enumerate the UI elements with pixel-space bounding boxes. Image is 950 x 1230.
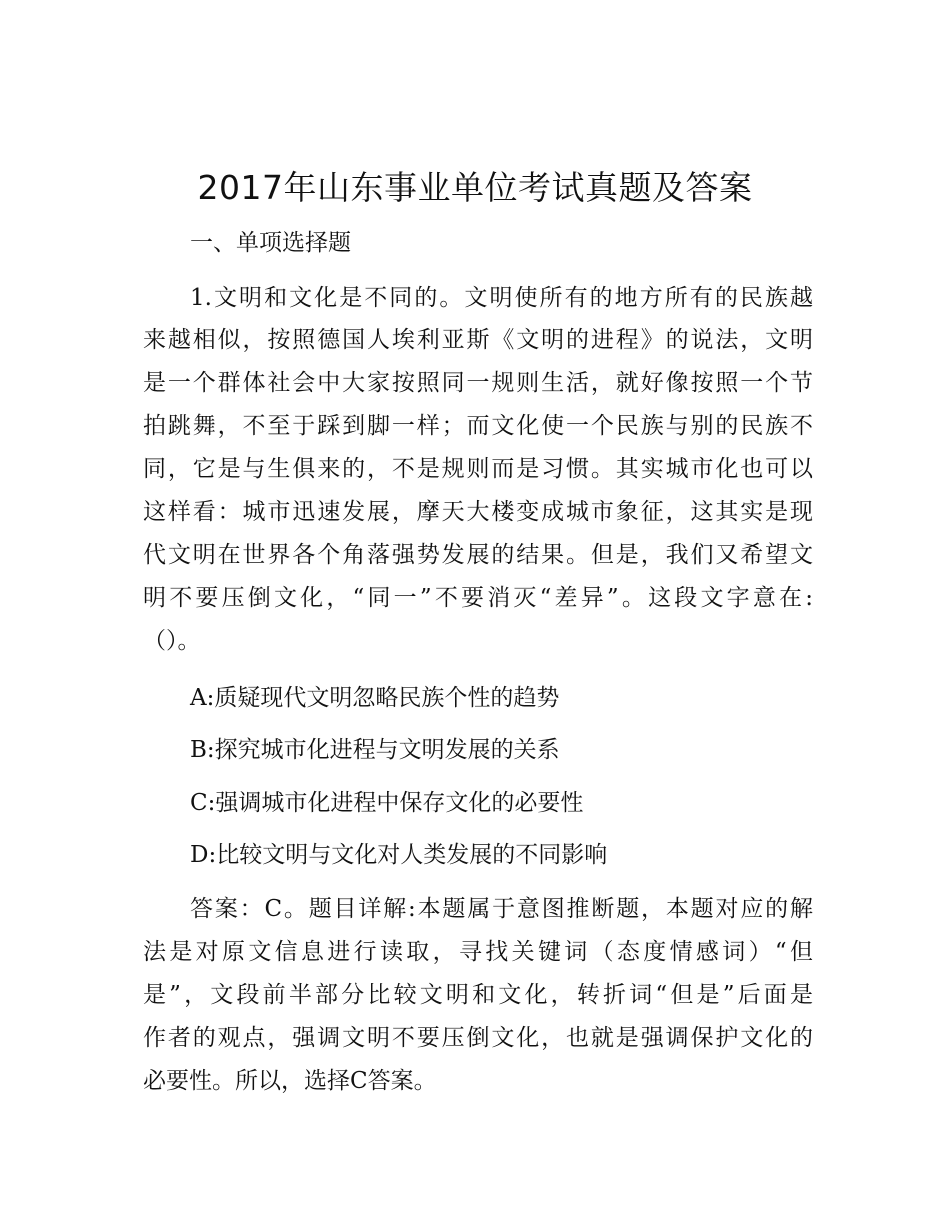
question-stem-line: 这样看：城市迅速发展，摩天大楼变成城市象征，这其实是现	[143, 499, 813, 525]
question-stem-line: 1.文明和文化是不同的。文明使所有的地方所有的民族越	[190, 285, 813, 311]
explanation-line: 是”，文段前半部分比较文明和文化，转折词“但是”后面是	[143, 982, 813, 1008]
question-stem-line: 来越相似，按照德国人埃利亚斯《文明的进程》的说法，文明	[143, 327, 813, 353]
option-b: B:探究城市化进程与文明发展的关系	[190, 737, 560, 763]
question-stem-line: 代文明在世界各个角落强势发展的结果。但是，我们又希望文	[143, 542, 813, 568]
option-a: A:质疑现代文明忽略民族个性的趋势	[190, 685, 560, 711]
question-stem-line: （）。	[143, 628, 201, 654]
section-heading: 一、单项选择题	[190, 230, 351, 256]
explanation-line: 必要性。所以，选择C答案。	[143, 1068, 437, 1094]
explanation-line: 答案：C。题目详解:本题属于意图推断题，本题对应的解	[190, 896, 813, 922]
document-title: 2017年山东事业单位考试真题及答案	[197, 168, 753, 207]
question-stem-line: 同，它是与生俱来的，不是规则而是习惯。其实城市化也可以	[143, 456, 813, 482]
question-stem-line: 拍跳舞，不至于踩到脚一样；而文化使一个民族与别的民族不	[143, 413, 813, 439]
option-c: C:强调城市化进程中保存文化的必要性	[190, 790, 584, 816]
explanation-line: 作者的观点，强调文明不要压倒文化，也就是强调保护文化的	[143, 1025, 813, 1051]
question-stem-line: 明不要压倒文化，“同一”不要消灭“差异”。这段文字意在:	[143, 585, 813, 611]
question-stem-line: 是一个群体社会中大家按照同一规则生活，就好像按照一个节	[143, 370, 813, 396]
option-d: D:比较文明与文化对人类发展的不同影响	[190, 842, 608, 868]
explanation-line: 法是对原文信息进行读取，寻找关键词（态度情感词）“但	[143, 939, 813, 965]
